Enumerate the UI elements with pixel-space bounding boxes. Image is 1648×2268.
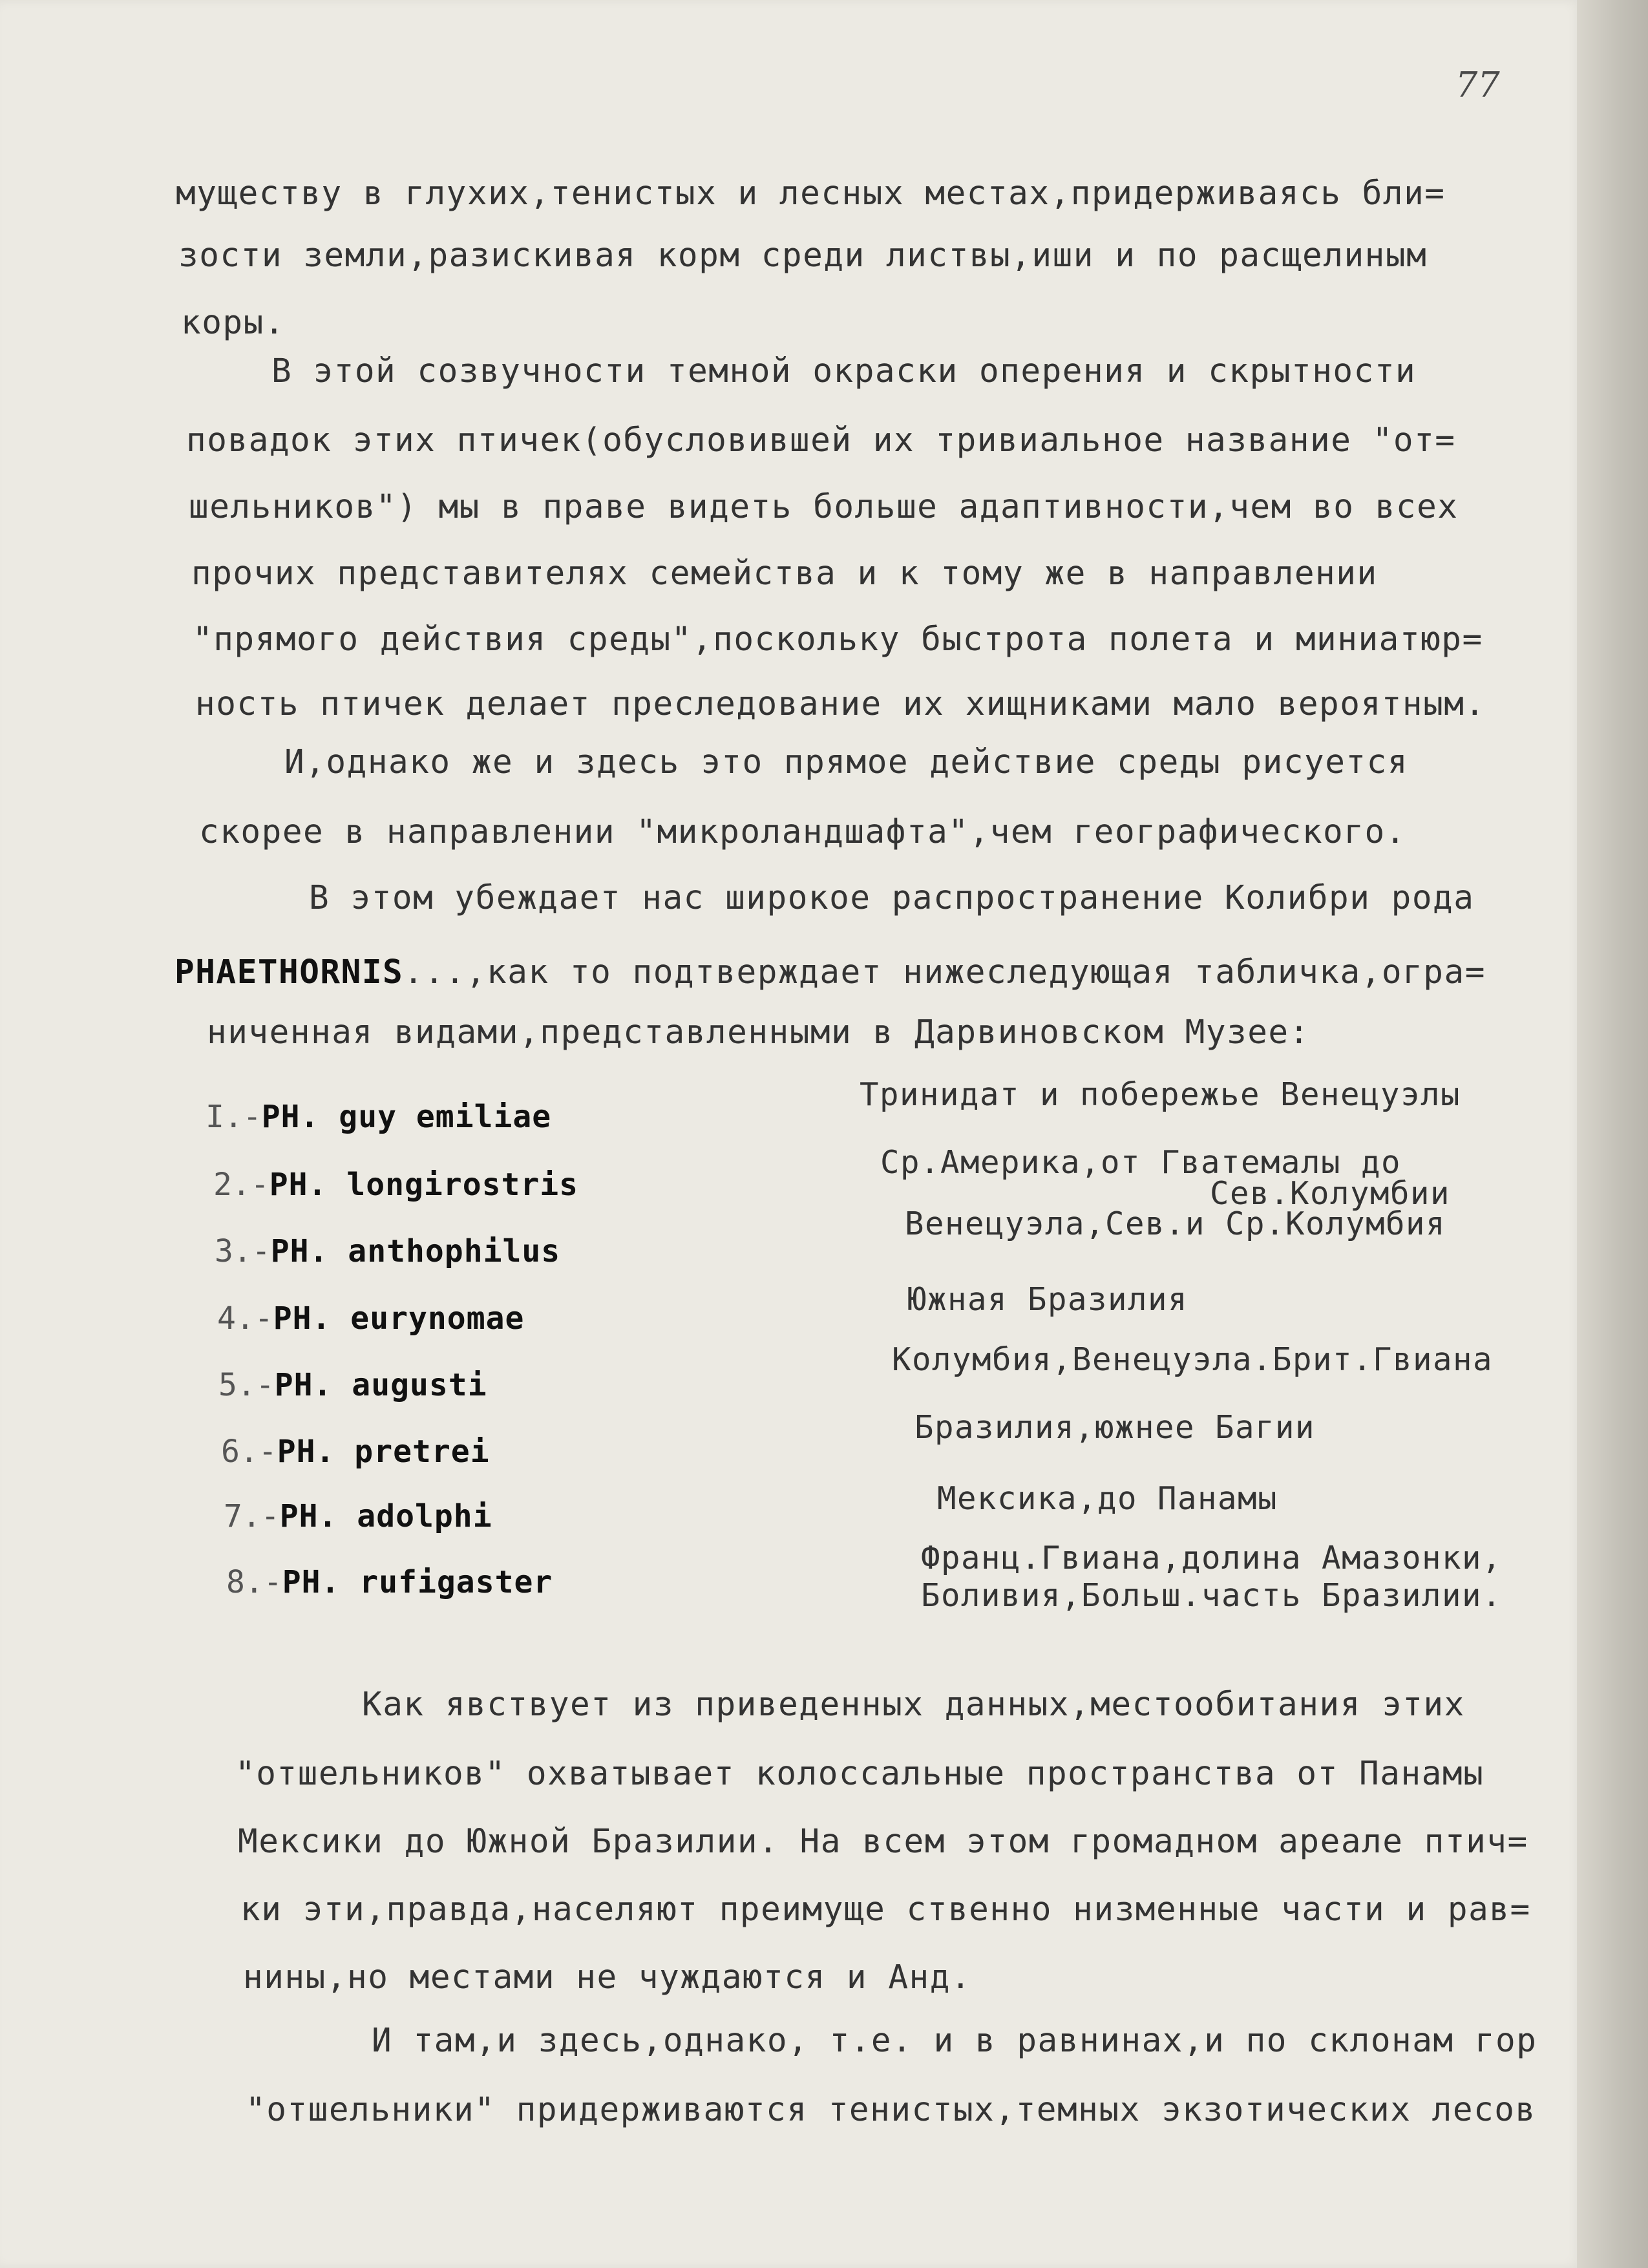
species-name: PH. anthophilus [270, 1233, 561, 1269]
text-line: В этом убеждает нас широкое распространение Колибри рода [309, 879, 1475, 917]
species-range: Венецуэла,Сев.и Ср.Колумбия [905, 1205, 1446, 1242]
text-line: муществу в глухих,тенистых и лесных местах,придерживаясь бли= [176, 175, 1446, 213]
text-line: ки эти,правда,населяют преимуще ственно низменные части и рав= [240, 1891, 1531, 1929]
text-line: Как явствует из приведенных данных,местообитания этих [362, 1686, 1465, 1724]
species-name: PH. rufigaster [282, 1564, 553, 1600]
text-line: "отшельников" охватывает колоссальные пространства от Панамы [235, 1755, 1484, 1793]
text-line: зости земли,разискивая корм среди листвы,иши и по расщелиным [178, 237, 1428, 275]
species-range: Южная Бразилия [907, 1281, 1188, 1318]
species-name: PH. pretrei [277, 1434, 490, 1470]
text-line: ность птичек делает преследование их хищниками мало вероятным. [195, 685, 1486, 723]
row-number: 2.- [213, 1167, 269, 1203]
text-line [174, 953, 1486, 991]
species-entry [217, 1300, 524, 1337]
species-name: PH. eurynomae [273, 1300, 525, 1337]
species-range: Ср.Америка,от Гватемалы до [880, 1144, 1402, 1181]
text-line: шельников") мы в праве видеть больше адаптивности,чем во всех [189, 488, 1459, 526]
text-line: повадок этих птичек(обусловившей их тривиальное название "от= [186, 421, 1456, 460]
text-line: "прямого действия среды",поскольку быстрота полета и миниатюр= [193, 620, 1483, 659]
genus-name: PHAETHORNIS [174, 953, 404, 991]
species-name: PH. adolphi [279, 1498, 492, 1534]
species-range-cont: Сев.Колумбии [1210, 1175, 1451, 1212]
species-range: Франц.Гвиана,долина Амазонки, [921, 1540, 1503, 1576]
text-line: "отшельники" придерживаются тенистых,темных экзотических лесов [246, 2091, 1536, 2129]
page-number: 77 [1455, 65, 1500, 105]
text-line: нины,но местами не чуждаются и Анд. [243, 1958, 972, 1997]
row-number: 7.- [224, 1498, 280, 1534]
row-number: 8.- [226, 1564, 282, 1600]
species-name: PH. guy emiliae [261, 1099, 552, 1135]
row-number: 3.- [215, 1233, 271, 1269]
text-line: коры. [181, 304, 286, 342]
species-entry [206, 1099, 551, 1135]
species-entry [226, 1564, 553, 1600]
species-entry [215, 1233, 560, 1269]
row-number: 5.- [218, 1367, 275, 1403]
row-number: I.- [206, 1099, 262, 1135]
species-entry [221, 1434, 490, 1470]
species-range: Колумбия,Венецуэла.Брит.Гвиана [892, 1341, 1494, 1378]
row-number: 4.- [217, 1300, 273, 1337]
species-name: PH. longirostris [269, 1167, 579, 1203]
species-entry [213, 1167, 578, 1203]
species-name: PH. augusti [274, 1367, 487, 1403]
text-line: В этой созвучности темной окраски оперения и скрытности [271, 352, 1417, 390]
page-edge-shadow [1577, 0, 1648, 2268]
text-line: Мексики до Южной Бразилии. На всем этом громадном ареале птич= [238, 1823, 1528, 1861]
text-line-rest: ...,как то подтверждает нижеследующая табличка,огра= [403, 953, 1486, 991]
species-entry [218, 1367, 487, 1403]
text-line: ниченная видами,представленными в Дарвиновском Музее: [207, 1013, 1310, 1052]
text-line: И,однако же и здесь это прямое действие среды рисуется [284, 743, 1409, 781]
text-line: скорее в направлении "микроландшафта",чем географического. [199, 813, 1406, 851]
text-line: И там,и здесь,однако, т.е. и в равнинах,и по склонам гор [372, 2022, 1537, 2060]
species-range: Мексика,до Панамы [937, 1480, 1278, 1517]
species-range-cont: Боливия,Больш.часть Бразилии. [921, 1577, 1503, 1614]
species-entry [224, 1498, 492, 1534]
species-range: Тринидат и побережье Венецуэлы [860, 1076, 1461, 1113]
text-line: прочих представителях семейства и к тому же в направлении [191, 555, 1378, 593]
species-range: Бразилия,южнее Багии [914, 1409, 1316, 1446]
row-number: 6.- [221, 1434, 277, 1470]
